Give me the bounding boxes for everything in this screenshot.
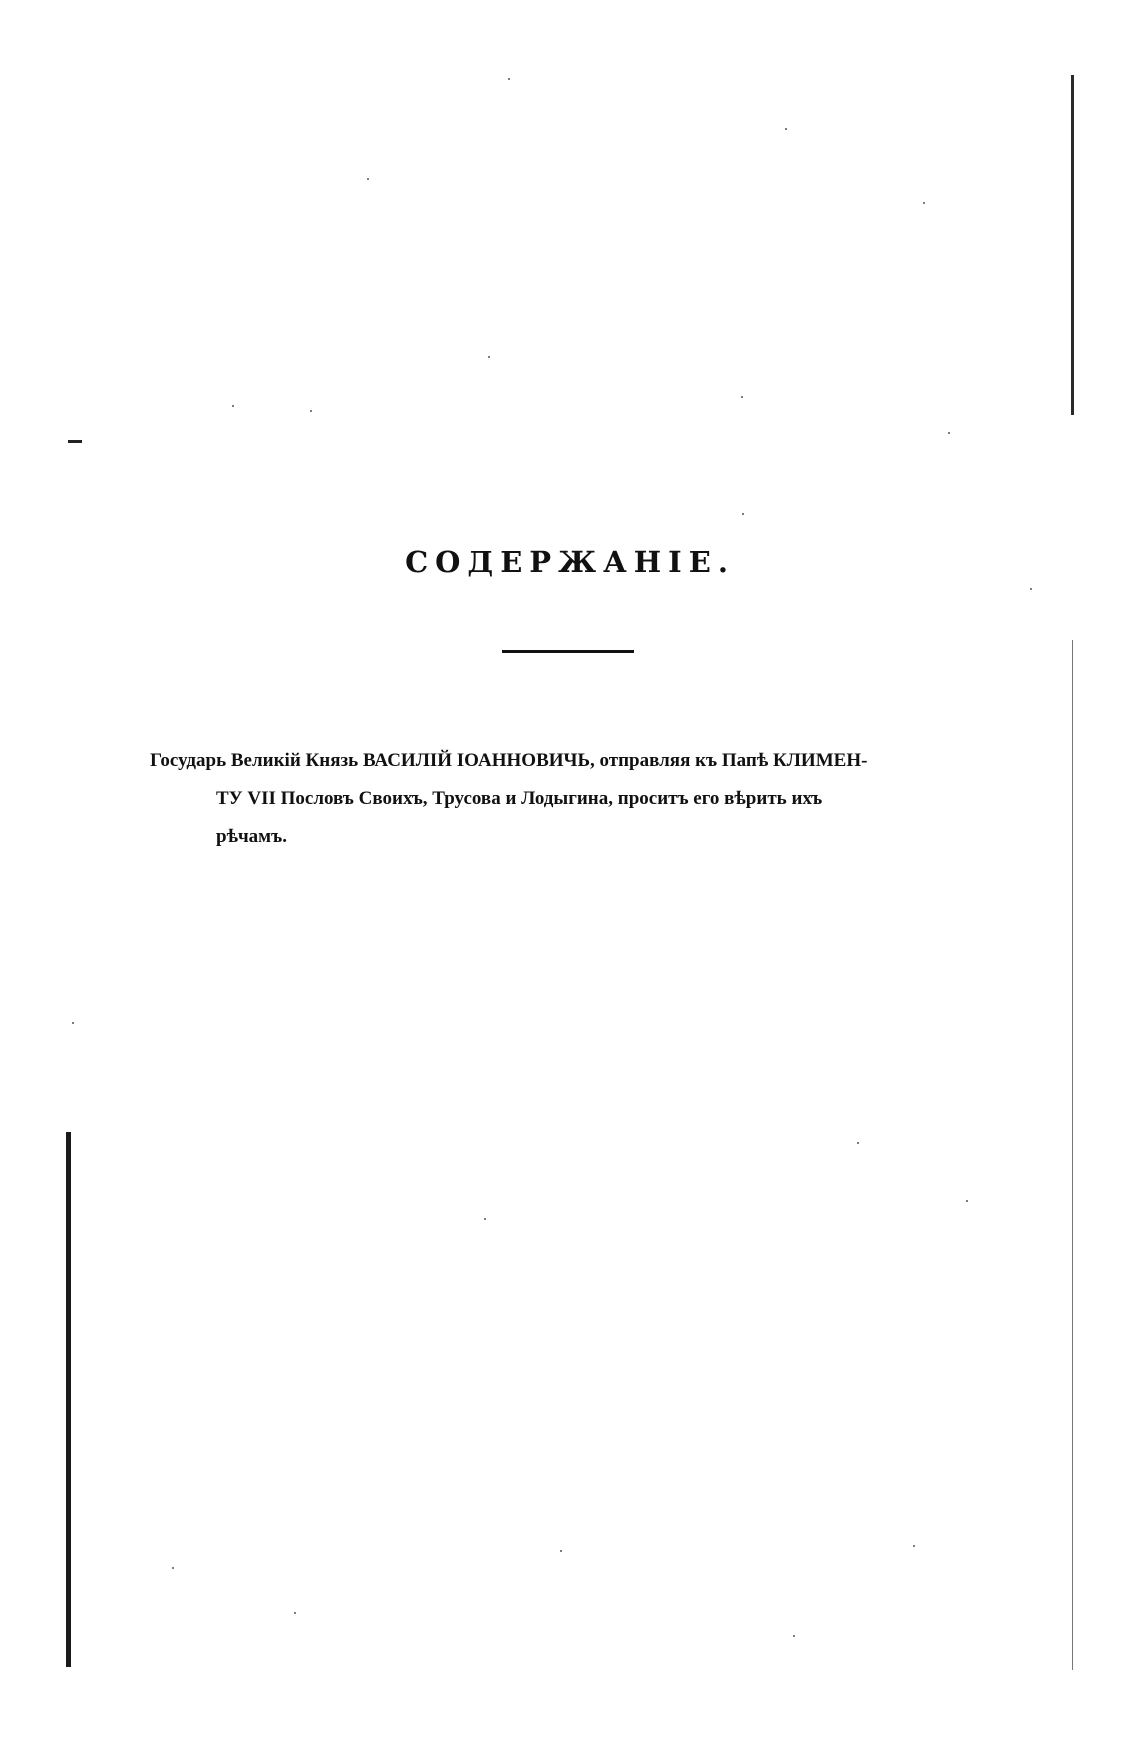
page-edge-right-thin <box>1072 640 1073 1670</box>
page-mark <box>68 440 82 443</box>
page-edge-left <box>66 1132 71 1667</box>
page-edge-right <box>1071 75 1074 415</box>
page-title: СОДЕРЖАНІЕ. <box>405 545 735 579</box>
entry-line-2: ТУ VII Пословъ Своихъ, Трусова и Лодыгина, проситъ его вѣрить ихъ <box>216 788 823 809</box>
title-divider <box>502 650 634 653</box>
entry-line-3: рѣчамъ. <box>216 826 287 847</box>
contents-entry <box>150 742 995 856</box>
entry-line-1: Государь Великій Князь ВАСИЛІЙ ІОАННОВИЧЬ, отправляя къ Папѣ КЛИМЕН- <box>150 750 868 771</box>
